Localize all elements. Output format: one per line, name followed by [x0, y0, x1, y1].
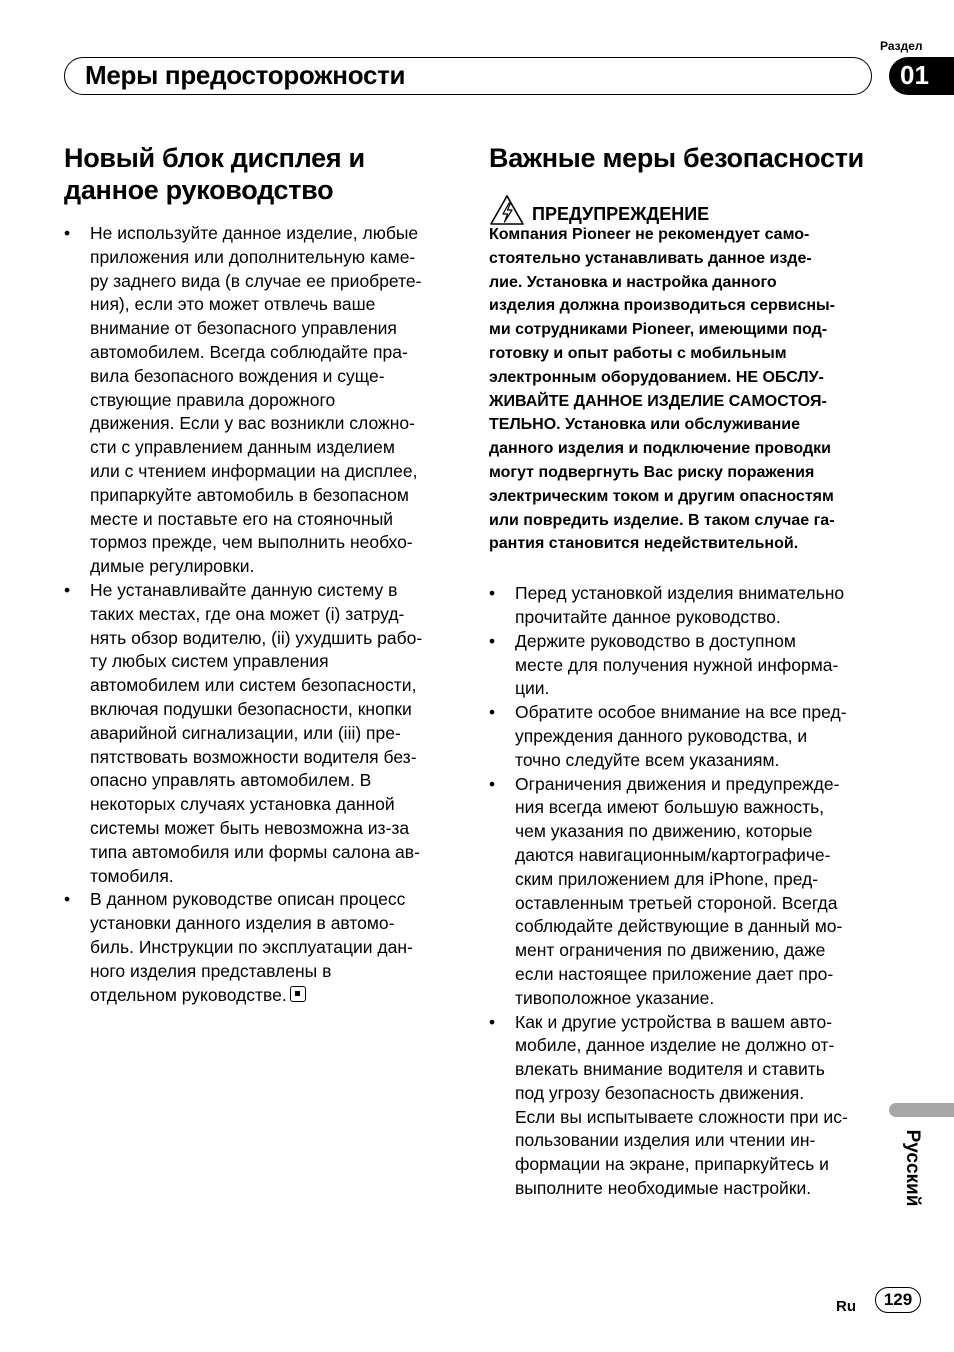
language-label: Русский — [902, 1129, 923, 1207]
warning-header — [489, 194, 881, 224]
warning-triangle-icon — [489, 194, 525, 226]
list-item: • Обратите особое внимание на все пред- упреждения данного руководства, и точно следуйте всем указаниям. — [489, 701, 881, 772]
list-item: • Как и другие устройства в вашем авто- мобиле, данное изделие не должно от- влекать внимание водителя и ставить под угрозу безопасность движения. Если вы испытываете сложности при ис- пользовании изделия или чтении ин- формации на экране, припаркуйтесь и выполните необходимые настройки. — [489, 1011, 881, 1201]
section-header — [64, 57, 872, 95]
left-bullet-list — [64, 222, 456, 1007]
end-of-section-icon — [290, 986, 306, 1002]
list-item: • Не используйте данное изделие, любые приложения или дополнительную каме- ру заднего вида (в случае ее приобрете- ния), если это может отвлечь ваше внимание от безопасного управления автомобилем. Всегда соблюдайте пра- вила безопасного вождения и суще- ствующие правила дорожного движения. Если у вас возникли сложно- сти с управлением данным изделием или с чтением информации на дисплее, припаркуйте автомобиль в безопасном месте и поставьте его на стояночный тормоз прежде, чем выполнить необхо- димые регулировки. — [64, 222, 456, 579]
chapter-number: 01 — [900, 60, 929, 90]
list-item: • Ограничения движения и предупрежде- ния всегда имеют большую важность, чем указания по движению, которые даются навигационным/картографиче- ским приложением для iPhone, пред- оставленным третьей стороной. Всегда соблюдайте действующие в данный мо- мент ограничения по движению, даже если настоящее приложение дает про- тивоположное указание. — [489, 773, 881, 1011]
page-number: 129 — [875, 1287, 921, 1313]
list-item — [64, 888, 456, 1007]
left-heading: Новый блок дисплея и данное руководство — [64, 143, 365, 205]
right-heading: Важные меры безопасности — [489, 143, 864, 173]
section-title: Меры предосторожности — [85, 60, 406, 90]
list-item: • Держите руководство в доступном месте для получения нужной информа- ции. — [489, 630, 881, 701]
left-column — [64, 142, 456, 1007]
section-label: Раздел — [880, 39, 923, 53]
chapter-tab — [889, 57, 954, 95]
warning-text: Компания Pioneer не рекомендует само- стоятельно устанавливать данное изде- лие. Установка и настройка данного изделия должна производиться сервисны- ми сотрудниками Pioneer, имеющими под- готовку и опыт работы с мобильным электронным оборудованием. НЕ ОБСЛУ- ЖИВАЙТЕ ДАННОЕ ИЗДЕЛИЕ САМОСТОЯ- ТЕЛЬНО. Установка или обслуживание данного изделия и подключение проводки могут подвергнуть Вас риску поражения электрическим током и другим опасностям или повредить изделие. В таком случае га- рантия становится недействительной. — [489, 226, 835, 553]
list-item: • Перед установкой изделия внимательно прочитайте данное руководство. — [489, 582, 881, 630]
list-item-text: В данном руководстве описан процесс установки данного изделия в автомо- биль. Инструкции по эксплуатации дан- ного изделия представлены в отдельном руководстве. — [90, 889, 413, 1005]
warning-title: ПРЕДУПРЕЖДЕНИЕ — [532, 204, 710, 224]
right-column — [489, 142, 881, 1201]
footer-language-code: Ru — [836, 1298, 856, 1315]
right-bullet-list — [489, 582, 881, 1201]
list-item: • Не устанавливайте данную систему в таких местах, где она может (i) затруд- нять обзор водителю, (ii) ухудшить рабо- ту любых систем управления автомобилем или систем безопасности, включая подушки безопасности, кнопки аварийной сигнализации, или (iii) пре- пятствовать возможности водителя без- опасно управлять автомобилем. В некоторых случаях установка данной системы может быть невозможна из-за типа автомобиля или формы салона ав- томобиля. — [64, 579, 456, 888]
language-tab — [889, 1103, 954, 1117]
